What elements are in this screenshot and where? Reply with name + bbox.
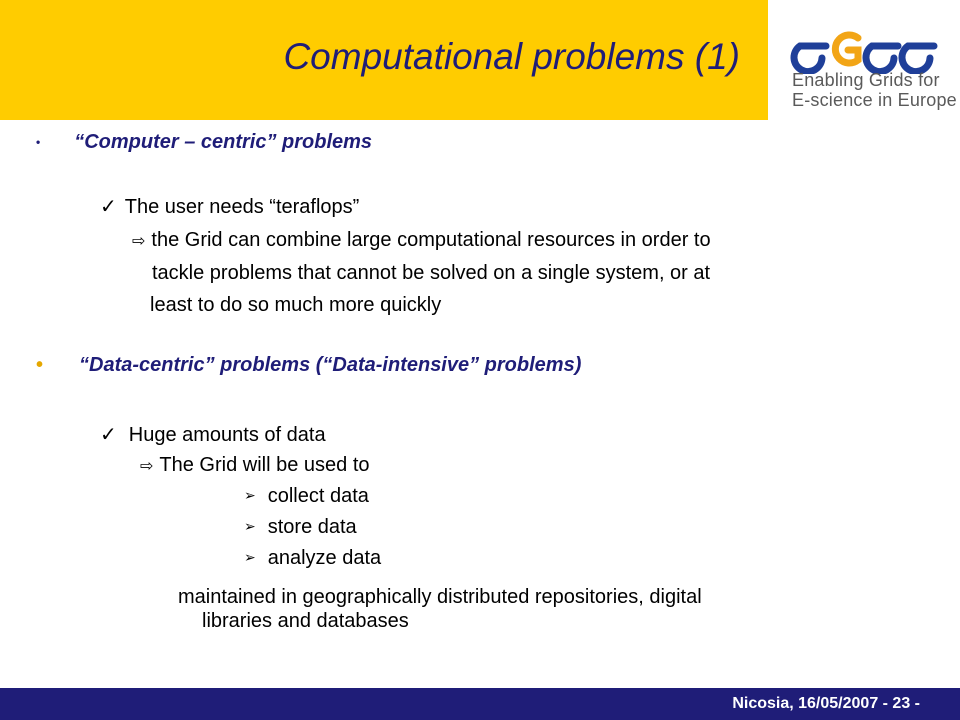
section2-check-text: Huge amounts of data [128,424,326,446]
footer-text: Nicosia, 16/05/2007 - 23 - [732,695,920,712]
egee-wordmark-logo [790,20,940,74]
footer-band [0,688,960,720]
triangle-right-icon: ➢ [244,549,256,565]
section2-tail-2: libraries and databases [202,610,409,632]
section2-bullet [36,354,581,377]
section2-sub-item [244,485,369,508]
logo-tagline-line2: E-science in Europe [792,90,957,110]
section1-bullet [36,131,372,154]
section1-heading: “Computer – centric” problems [74,131,373,153]
sub-item-label: collect data [267,485,369,507]
logo-tagline [792,70,957,110]
egee-logo [784,14,957,114]
check-icon: ✓ [100,196,117,218]
section2-arrow-line [140,454,370,477]
triangle-right-icon: ➢ [244,518,256,534]
bullet-icon: • [36,354,44,376]
triangle-right-icon: ➢ [244,487,256,503]
hollow-right-arrow-icon: ⇨ [140,458,154,475]
logo-tagline-line1: Enabling Grids for [792,70,940,90]
hollow-right-arrow-icon: ⇨ [132,233,146,250]
section1-arrow-text: the Grid can combine large computational resources in order to [151,229,711,251]
section2-heading: “Data-centric” problems (“Data-intensive” problems) [79,354,582,376]
check-icon: ✓ [100,424,117,446]
section2-check-item [100,422,326,447]
title-band [0,0,768,120]
section2-arrow-text: The Grid will be used to [159,454,370,476]
section2-sub-item [244,516,357,539]
section1-check-text: The user needs “teraflops” [124,196,360,218]
bullet-icon: • [36,135,41,149]
sub-item-label: store data [267,516,357,538]
section2-tail-1: maintained in geographically distributed repositories, digital [178,586,702,608]
slide-title: Computational problems (1) [283,36,740,77]
section1-continuation-1: tackle problems that cannot be solved on a single system, or at [152,262,711,284]
sub-item-label: analyze data [267,547,382,569]
section1-check-item [100,194,359,219]
section1-arrow-line [132,229,711,252]
section1-continuation-2: least to do so much more quickly [150,294,442,316]
section2-sub-item [244,547,381,570]
